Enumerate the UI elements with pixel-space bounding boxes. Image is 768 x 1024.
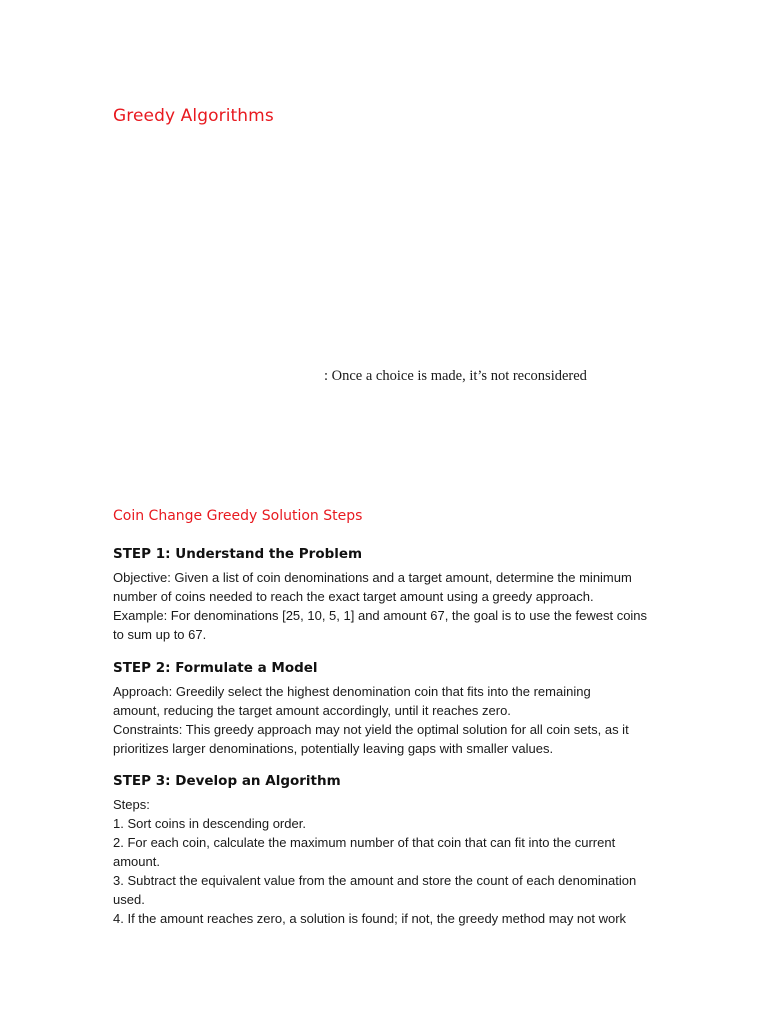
step-1-block: [113, 545, 673, 644]
step-1-line: number of coins needed to reach the exact target amount using a greedy approach.: [113, 589, 594, 604]
step-3-line: 2. For each coin, calculate the maximum number of that coin that can fit into the current: [113, 835, 616, 850]
step-1-heading: STEP 1: Understand the Problem: [113, 546, 363, 562]
step-2-line: amount, reducing the target amount accordingly, until it reaches zero.: [113, 703, 511, 718]
floating-note: : Once a choice is made, it’s not reconsidered: [324, 368, 587, 384]
step-2-line: Approach: Greedily select the highest denomination coin that fits into the remaining: [113, 684, 591, 699]
step-3-line: 3. Subtract the equivalent value from the amount and store the count of each denomination: [113, 873, 637, 888]
step-2-line: prioritizes larger denominations, potentially leaving gaps with smaller values.: [113, 741, 554, 756]
step-1-line: Example: For denominations [25, 10, 5, 1] and amount 67, the goal is to use the fewest coins: [113, 608, 648, 623]
step-3-line: Steps:: [113, 797, 150, 812]
step-3-heading: STEP 3: Develop an Algorithm: [113, 773, 341, 789]
step-3-line: amount.: [113, 854, 160, 869]
step-3-line: 4. If the amount reaches zero, a solution is found; if not, the greedy method may not work: [113, 911, 627, 926]
step-3-block: [113, 772, 673, 928]
step-3-line: 1. Sort coins in descending order.: [113, 816, 306, 831]
step-1-line: Objective: Given a list of coin denominations and a target amount, determine the minimum: [113, 570, 632, 585]
section-heading: Coin Change Greedy Solution Steps: [113, 508, 363, 524]
document-title: Greedy Algorithms: [113, 106, 274, 126]
step-2-line: Constraints: This greedy approach may not yield the optimal solution for all coin sets, as it: [113, 722, 629, 737]
step-2-block: [113, 659, 673, 758]
step-3-line: used.: [113, 892, 145, 907]
step-1-line: to sum up to 67.: [113, 627, 207, 642]
step-2-heading: STEP 2: Formulate a Model: [113, 660, 318, 676]
